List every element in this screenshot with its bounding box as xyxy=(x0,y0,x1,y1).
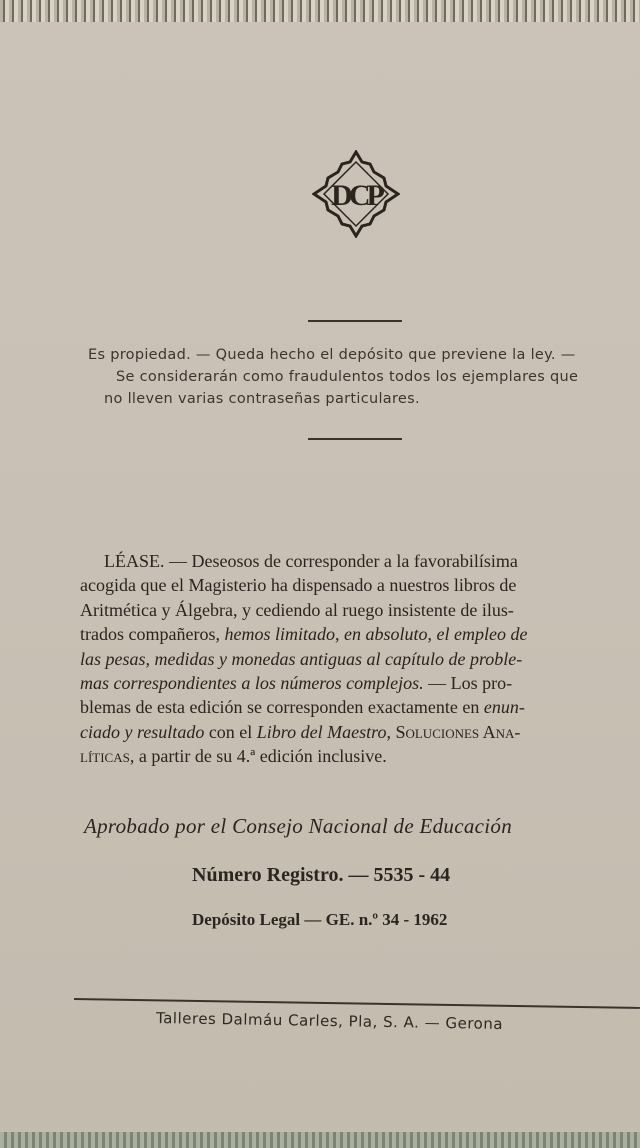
lease-text: Soluciones Ana- xyxy=(395,721,521,742)
copyright-notice xyxy=(88,344,640,410)
lease-text: hemos limitado xyxy=(224,624,335,645)
lease-text: mas correspondientes a los números complejos. xyxy=(80,673,424,694)
lease-text: — Los pro- xyxy=(423,673,513,694)
lease-text: enun- xyxy=(483,697,525,718)
notice-line: Es propiedad. — Queda hecho el depósito que previene la ley. — xyxy=(88,347,576,363)
lease-text: blemas de esta edición se corresponden exactamente en xyxy=(80,697,484,718)
notice-line: Se considerarán como fraudulentos todos los ejemplares que xyxy=(116,369,579,385)
divider-top xyxy=(308,320,402,322)
lease-line xyxy=(80,549,640,573)
lease-line xyxy=(80,647,640,671)
approval-line: Aprobado por el Consejo Nacional de Educación xyxy=(84,814,513,838)
publisher-monogram-logo xyxy=(312,150,400,238)
lease-line xyxy=(80,671,640,695)
lease-text: acogida que el Magisterio ha dispensado a nuestros libros de xyxy=(80,575,517,596)
lease-line xyxy=(80,598,640,622)
lease-text: trados compañeros, xyxy=(80,624,225,645)
lease-text: ciado y resultado xyxy=(80,721,205,742)
lease-text: , xyxy=(386,721,396,742)
svg-text:DCP: DCP xyxy=(331,179,381,212)
lease-line xyxy=(80,744,640,768)
lease-text: las pesas, medidas y monedas antiguas al capítulo de proble- xyxy=(80,648,523,669)
divider-middle xyxy=(308,438,402,440)
lease-line xyxy=(80,720,640,744)
lease-text: Libro del Maestro xyxy=(256,721,387,742)
fabric-background-bottom xyxy=(0,1132,640,1148)
legal-deposit: Depósito Legal — GE. n.º 34 - 1962 xyxy=(192,910,448,929)
lease-text: con el xyxy=(204,721,257,742)
lease-text: el empleo de xyxy=(436,624,528,645)
notice-line: no lleven varias contraseñas particulares. xyxy=(104,391,420,407)
lease-text: Aritmética y Álgebra, y cediendo al ruego insistente de ilus- xyxy=(80,599,514,620)
lease-paragraph xyxy=(80,549,640,769)
lease-text: , xyxy=(334,624,344,645)
lease-line xyxy=(80,573,640,597)
lease-text: en absoluto xyxy=(343,624,428,645)
lease-line xyxy=(80,622,640,646)
registry-number: Número Registro. — 5535 - 44 xyxy=(192,864,451,886)
lease-text: , a partir de su 4.ª edición inclusive. xyxy=(129,746,387,767)
printer-credit: Talleres Dalmáu Carles, Pla, S. A. — Gerona xyxy=(155,1008,504,1034)
lease-text: líticas xyxy=(80,746,130,767)
lease-line xyxy=(80,695,640,719)
lease-text: , xyxy=(427,624,437,645)
lease-text: LÉASE. — Deseosos de corresponder a la favorabilísima xyxy=(104,551,518,571)
